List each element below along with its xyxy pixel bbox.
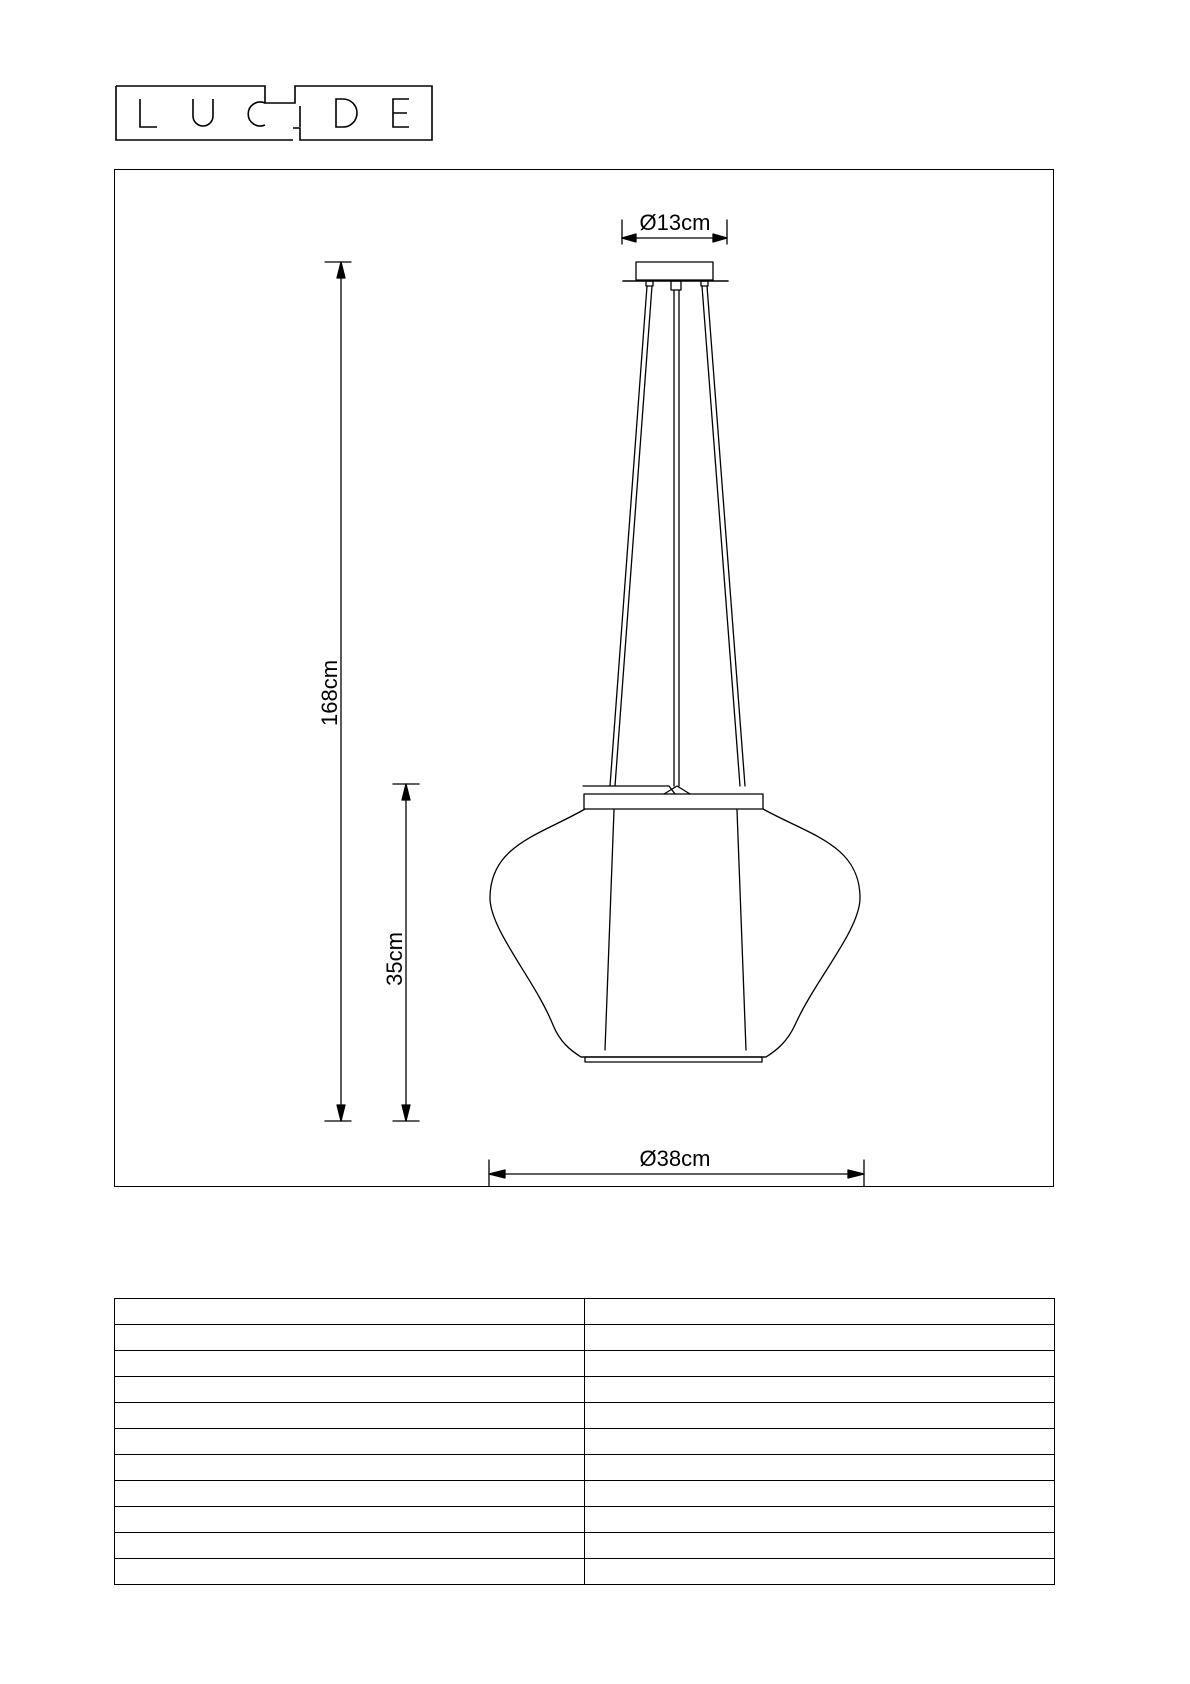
table-row bbox=[115, 1299, 1055, 1325]
spec-value-cell bbox=[585, 1455, 1055, 1481]
spec-label-cell bbox=[115, 1533, 585, 1559]
shade-cap bbox=[583, 786, 763, 809]
spec-label-cell bbox=[115, 1299, 585, 1325]
pendant-lamp-drawing bbox=[115, 170, 1055, 1188]
specification-table bbox=[114, 1298, 1055, 1585]
spec-value-cell bbox=[585, 1533, 1055, 1559]
spec-value-cell bbox=[585, 1299, 1055, 1325]
spec-label-cell bbox=[115, 1377, 585, 1403]
spec-value-cell bbox=[585, 1377, 1055, 1403]
table-row bbox=[115, 1325, 1055, 1351]
top-diameter-label: Ø13cm bbox=[639, 210, 711, 235]
table-row bbox=[115, 1351, 1055, 1377]
spec-value-cell bbox=[585, 1351, 1055, 1377]
shade-diameter-label: Ø38cm bbox=[639, 1146, 711, 1171]
total-height-label: 168cm bbox=[317, 659, 342, 727]
table-row bbox=[115, 1481, 1055, 1507]
table-row bbox=[115, 1429, 1055, 1455]
spec-label-cell bbox=[115, 1559, 585, 1585]
spec-label-cell bbox=[115, 1403, 585, 1429]
ceiling-canopy bbox=[623, 262, 728, 290]
table-row bbox=[115, 1559, 1055, 1585]
brand-logo bbox=[0, 0, 450, 150]
shade-height-label: 35cm bbox=[382, 932, 407, 986]
table-row bbox=[115, 1455, 1055, 1481]
table-row bbox=[115, 1377, 1055, 1403]
suspension-cables bbox=[610, 286, 745, 786]
spec-label-cell bbox=[115, 1455, 585, 1481]
spec-value-cell bbox=[585, 1325, 1055, 1351]
technical-drawing-frame bbox=[114, 169, 1054, 1187]
spec-value-cell bbox=[585, 1429, 1055, 1455]
spec-value-cell bbox=[585, 1403, 1055, 1429]
spec-label-cell bbox=[115, 1325, 585, 1351]
table-row bbox=[115, 1507, 1055, 1533]
table-row bbox=[115, 1533, 1055, 1559]
spec-value-cell bbox=[585, 1481, 1055, 1507]
spec-label-cell bbox=[115, 1507, 585, 1533]
spec-value-cell bbox=[585, 1507, 1055, 1533]
spec-value-cell bbox=[585, 1559, 1055, 1585]
spec-label-cell bbox=[115, 1481, 585, 1507]
spec-label-cell bbox=[115, 1351, 585, 1377]
glass-shade bbox=[490, 809, 860, 1062]
table-row bbox=[115, 1403, 1055, 1429]
spec-label-cell bbox=[115, 1429, 585, 1455]
